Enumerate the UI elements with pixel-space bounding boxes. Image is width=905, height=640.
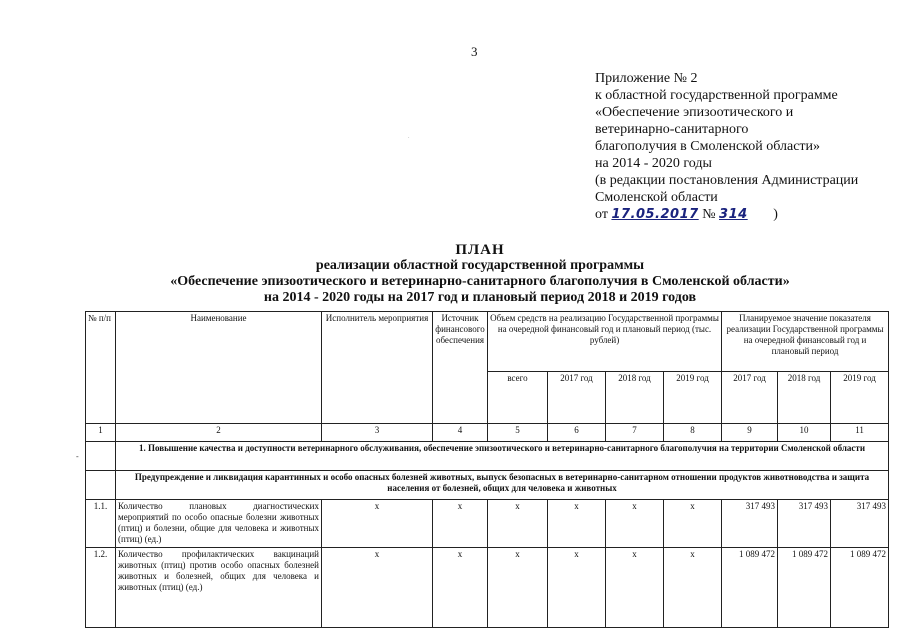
row-indicator-2019: 1 089 472 [831, 548, 889, 628]
column-number: 5 [488, 424, 548, 442]
appendix-line: Смоленской области [595, 190, 718, 205]
section-title: 1. Повышение качества и доступности ветеринарного обслуживания, обеспечение эпизоотического и ветеринарно-санитарного благополучия на территории Смоленской области [116, 442, 889, 471]
header-name: Наименование [116, 312, 322, 424]
header-source: Источник финансового обеспечения [433, 312, 488, 424]
table-row [86, 500, 889, 548]
column-number: 1 [86, 424, 116, 442]
column-number: 7 [606, 424, 664, 442]
column-number: 11 [831, 424, 889, 442]
section-num-cell [86, 442, 116, 471]
row-total: x [488, 500, 548, 548]
row-indicator-2018: 317 493 [778, 500, 831, 548]
header-indicator-2017: 2017 год [722, 372, 778, 424]
row-funds-2018: x [606, 500, 664, 548]
row-funds-2019: x [664, 548, 722, 628]
row-name: Количество плановых диагностических мероприятий по особо опасные болезни животных (птиц) и болезни, общие для человека и животных (птиц) (ед.) [116, 500, 322, 548]
column-number: 10 [778, 424, 831, 442]
row-funds-2018: x [606, 548, 664, 628]
sign-suffix: ) [773, 207, 778, 222]
subsection-num-cell [86, 471, 116, 500]
row-num: 1.1. [86, 500, 116, 548]
row-funds-2017: x [548, 500, 606, 548]
appendix-line: Приложение № 2 [595, 71, 698, 86]
title-line-3: «Обеспечение эпизоотического и ветеринарно-санитарного благополучия в Смоленской области» [170, 274, 790, 289]
page-number: 3 [471, 44, 478, 59]
row-source: x [433, 500, 488, 548]
row-name: Количество профилактических вакцинаций животных (птиц) против особо опасных болезней животных и болезней, общих для человека и животных (птиц) (ед.) [116, 548, 322, 628]
sign-number: 314 [719, 207, 748, 222]
row-funds-2017: x [548, 548, 606, 628]
row-indicator-2017: 317 493 [722, 500, 778, 548]
row-indicator-2017: 1 089 472 [722, 548, 778, 628]
column-number: 8 [664, 424, 722, 442]
header-num: № п/п [86, 312, 116, 424]
appendix-line: благополучия в Смоленской области» [595, 139, 821, 154]
header-funds-2019: 2019 год [664, 372, 722, 424]
appendix-line: «Обеспечение эпизоотического и [595, 105, 794, 120]
header-indicator: Планируемое значение показателя реализации Государственной программы на очередной финансовый год и плановый период [722, 312, 889, 372]
document-title [90, 242, 870, 306]
header-indicator-2018: 2018 год [778, 372, 831, 424]
row-source: x [433, 548, 488, 628]
subsection-title: Предупреждение и ликвидация карантинных и особо опасных болезней животных, выпуск безопасных в ветеринарно-санитарном отношении продуктов животноводства и защита населения от болезней, общих для человека и животных [116, 471, 889, 500]
header-indicator-2019: 2019 год [831, 372, 889, 424]
appendix-block [595, 70, 895, 223]
table-row [86, 548, 889, 628]
title-plan: ПЛАН [455, 242, 505, 258]
header-executor: Исполнитель мероприятия [322, 312, 433, 424]
column-number: 9 [722, 424, 778, 442]
row-indicator-2018: 1 089 472 [778, 548, 831, 628]
header-total: всего [488, 372, 548, 424]
sign-prefix: от [595, 207, 608, 222]
row-indicator-2019: 317 493 [831, 500, 889, 548]
header-funds-2018: 2018 год [606, 372, 664, 424]
appendix-line: (в редакции постановления Администрации [595, 173, 859, 188]
row-num: 1.2. [86, 548, 116, 628]
scan-dot: . [408, 134, 410, 140]
column-number: 6 [548, 424, 606, 442]
signature-line [595, 206, 895, 223]
row-executor: x [322, 500, 433, 548]
sign-no-label: № [702, 207, 716, 222]
column-number: 2 [116, 424, 322, 442]
header-funds-2017: 2017 год [548, 372, 606, 424]
appendix-line: на 2014 - 2020 годы [595, 156, 712, 171]
title-line-2: реализации областной государственной программы [315, 258, 645, 273]
column-number: 4 [433, 424, 488, 442]
header-funds: Объем средств на реализацию Государственной программы на очередной финансовый год и плановый период (тыс. рублей) [488, 312, 722, 372]
row-executor: x [322, 548, 433, 628]
stray-mark: - [76, 452, 79, 461]
title-line-4: на 2014 - 2020 годы на 2017 год и плановый период 2018 и 2019 годов [263, 290, 697, 305]
plan-table [85, 311, 889, 628]
row-total: x [488, 548, 548, 628]
numbering-row [86, 424, 889, 442]
appendix-line: к областной государственной программе [595, 88, 838, 103]
sign-date: 17.05.2017 [611, 207, 699, 222]
column-number: 3 [322, 424, 433, 442]
appendix-line: ветеринарно-санитарного [595, 122, 749, 137]
row-funds-2019: x [664, 500, 722, 548]
